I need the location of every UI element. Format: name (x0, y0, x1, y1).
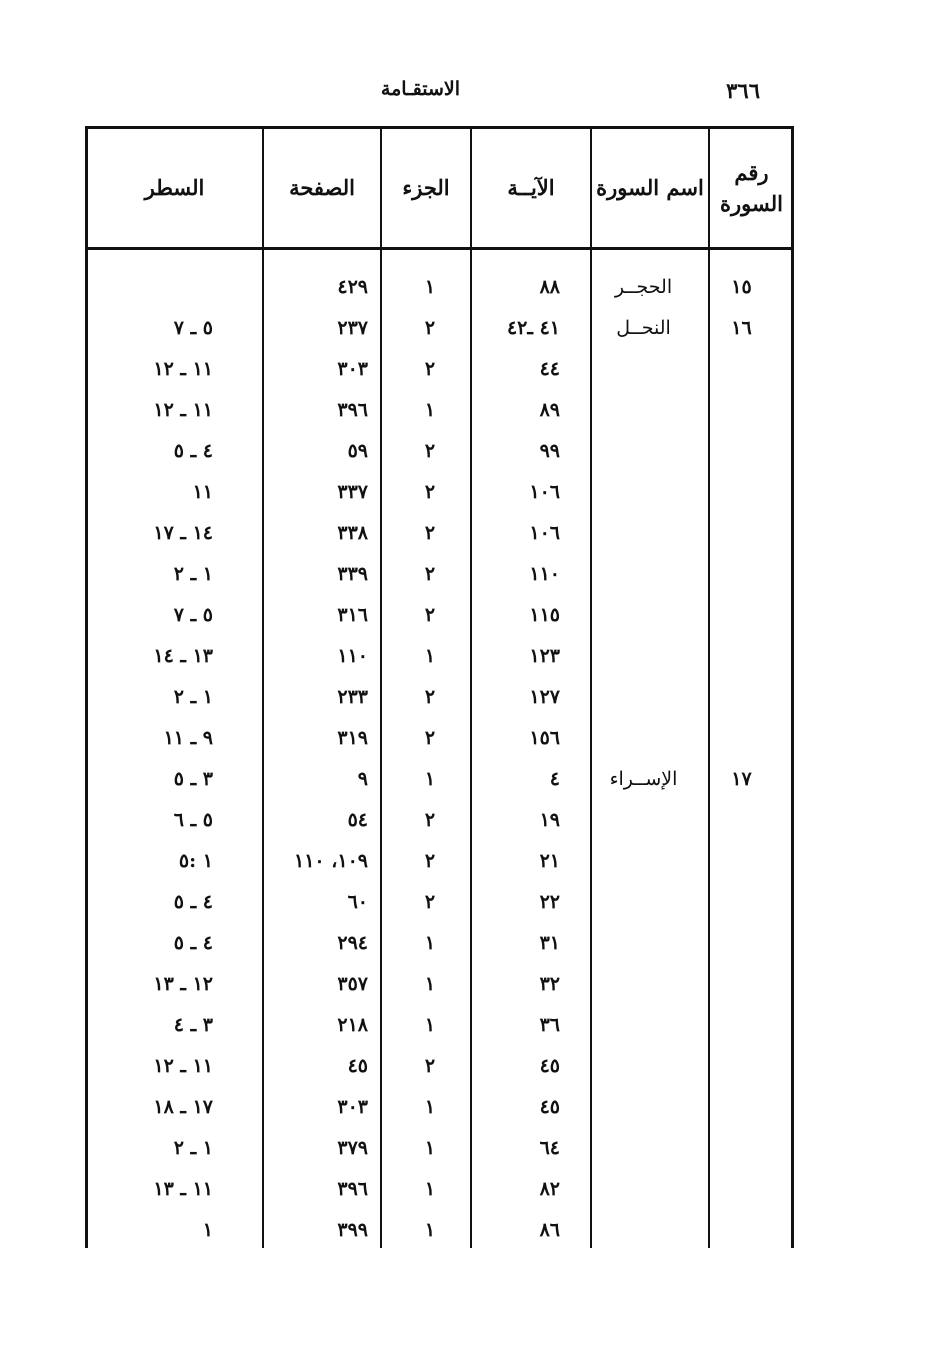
surah-number-cell (714, 964, 769, 1005)
table-row (88, 718, 791, 759)
table-row (88, 267, 791, 308)
juz-cell: ٢ (424, 317, 436, 339)
line-cell: ١٢ ـ ١٣ (153, 973, 213, 995)
surah-name-cell (596, 923, 691, 964)
juz-cell: ١ (424, 276, 436, 298)
table-row (88, 759, 791, 800)
ayah-cell: ١١٠ (529, 563, 560, 585)
surah-number-cell: ١٧ (731, 768, 752, 790)
ayah-cell: ٣١ (539, 932, 560, 954)
header-line: السطر (144, 175, 205, 201)
line-cell: ١ ـ ٢ (173, 686, 213, 708)
surah-name-cell (596, 636, 691, 677)
line-cell: ١١ (192, 481, 213, 503)
page-cell: ٢١٨ (337, 1014, 368, 1036)
header-surah-number: رقم السورة (720, 159, 783, 216)
surah-number-cell (714, 1046, 769, 1087)
surah-number-cell (714, 1128, 769, 1169)
ayah-cell: ٨٩ (539, 399, 560, 421)
surah-number-cell: ١٦ (731, 317, 752, 339)
surah-number-cell (714, 677, 769, 718)
page-cell: ٢٩٤ (337, 932, 368, 954)
line-cell: ٥ ـ ٧ (173, 317, 213, 339)
surah-number-cell (714, 390, 769, 431)
surah-name-cell: الإســراء (609, 768, 678, 790)
page-cell: ٣٠٣ (337, 358, 368, 380)
page-cell: ٣٩٦ (337, 1178, 368, 1200)
juz-cell: ٢ (424, 1055, 436, 1077)
ayah-cell: ١٢٧ (529, 686, 560, 708)
surah-number-cell (714, 1087, 769, 1128)
surah-name-cell (596, 431, 691, 472)
line-cell: ١ :٥ (178, 850, 213, 872)
header-surah-name: اسم السورة (596, 175, 704, 201)
page-cell: ٢٣٣ (337, 686, 368, 708)
header-juz: الجزء (402, 175, 450, 201)
juz-cell: ١ (424, 973, 436, 995)
juz-cell: ٢ (424, 604, 436, 626)
surah-name-cell (596, 472, 691, 513)
table-row (88, 1210, 791, 1251)
ayah-cell: ٢١ (539, 850, 560, 872)
page-cell: ٤٢٩ (337, 276, 368, 298)
surah-number-cell (714, 636, 769, 677)
page-cell: ٥٩ (347, 440, 368, 462)
table-row (88, 595, 791, 636)
juz-cell: ٢ (424, 440, 436, 462)
page-cell: ٣٣٧ (337, 481, 368, 503)
juz-cell: ١ (424, 1096, 436, 1118)
juz-cell: ٢ (424, 727, 436, 749)
surah-name-cell (596, 841, 691, 882)
juz-cell: ٢ (424, 563, 436, 585)
header-page: الصفحة (289, 175, 355, 201)
surah-name-cell (596, 1128, 691, 1169)
juz-cell: ١ (424, 1014, 436, 1036)
juz-cell: ١ (424, 1219, 436, 1241)
juz-cell: ١ (424, 1137, 436, 1159)
surah-name-cell: الحجــر (614, 276, 673, 298)
line-cell: ٣ ـ ٤ (173, 1014, 213, 1036)
page-cell: ٤٥ (347, 1055, 368, 1077)
surah-number-cell (714, 431, 769, 472)
line-cell: ٣ ـ ٥ (173, 768, 213, 790)
table-row (88, 636, 791, 677)
surah-name-cell (596, 718, 691, 759)
line-cell: ١١ ـ ١٢ (153, 399, 213, 421)
page-cell: ٣٥٧ (337, 973, 368, 995)
line-cell: ١١ ـ ١٢ (153, 358, 213, 380)
ayah-cell: ٣٢ (539, 973, 560, 995)
table-row (88, 431, 791, 472)
ayah-cell: ٢٢ (539, 891, 560, 913)
table-row (88, 1169, 791, 1210)
ayah-cell: ١٢٣ (529, 645, 560, 667)
surah-name-cell (596, 1169, 691, 1210)
header-ayah: الآيــة (507, 175, 555, 201)
page-cell: ٦٠ (347, 891, 368, 913)
ayah-cell: ٨٨ (539, 276, 560, 298)
page-cell: ٣٣٨ (337, 522, 368, 544)
ayah-cell: ٤ (549, 768, 560, 790)
surah-name-cell (596, 1210, 691, 1251)
surah-name-cell (596, 1087, 691, 1128)
ayah-cell: ١٠٦ (529, 522, 560, 544)
surah-number-cell (714, 554, 769, 595)
ayah-cell: ٨٢ (539, 1178, 560, 1200)
table-row (88, 308, 791, 349)
surah-name-cell: النحــل (616, 317, 671, 339)
page-cell: ٢٣٧ (337, 317, 368, 339)
page-cell: ٣٣٩ (337, 563, 368, 585)
juz-cell: ١ (424, 932, 436, 954)
table-row (88, 923, 791, 964)
surah-number-cell (714, 1169, 769, 1210)
juz-cell: ٢ (424, 358, 436, 380)
juz-cell: ٢ (424, 522, 436, 544)
ayah-cell: ١٩ (539, 809, 560, 831)
page-cell: ٣١٩ (337, 727, 368, 749)
table-row (88, 390, 791, 431)
line-cell: ١ (202, 1219, 213, 1241)
line-cell (108, 267, 213, 308)
surah-number-cell (714, 718, 769, 759)
surah-number-cell (714, 923, 769, 964)
surah-number-cell (714, 882, 769, 923)
page-cell: ٣١٦ (337, 604, 368, 626)
juz-cell: ٢ (424, 686, 436, 708)
surah-name-cell (596, 677, 691, 718)
table-row (88, 841, 791, 882)
surah-name-cell (596, 800, 691, 841)
ayah-cell: ١٥٦ (529, 727, 560, 749)
surah-name-cell (596, 554, 691, 595)
line-cell: ١ ـ ٢ (173, 563, 213, 585)
juz-cell: ٢ (424, 891, 436, 913)
line-cell: ١ ـ ٢ (173, 1137, 213, 1159)
line-cell: ١٤ ـ ١٧ (153, 522, 213, 544)
ayah-cell: ٨٦ (539, 1219, 560, 1241)
page-cell: ١٠٩، ١١٠ (294, 850, 368, 872)
line-cell: ١٣ ـ ١٤ (153, 645, 213, 667)
ayah-cell: ١١٥ (529, 604, 560, 626)
table-row (88, 677, 791, 718)
juz-cell: ١ (424, 768, 436, 790)
table-row (88, 1046, 791, 1087)
page-cell: ٣٩٩ (337, 1219, 368, 1241)
table-row (88, 800, 791, 841)
juz-cell: ١ (424, 399, 436, 421)
table-row (88, 513, 791, 554)
ayah-cell: ٣٦ (539, 1014, 560, 1036)
juz-cell: ١ (424, 645, 436, 667)
table-body (88, 267, 791, 1251)
line-cell: ٥ ـ ٦ (173, 809, 213, 831)
surah-name-cell (596, 513, 691, 554)
ayah-cell: ٩٩ (539, 440, 560, 462)
page-cell: ٩ (357, 768, 368, 790)
surah-number-cell: ١٥ (731, 276, 752, 298)
table-row (88, 882, 791, 923)
surah-name-cell (596, 595, 691, 636)
juz-cell: ٢ (424, 850, 436, 872)
surah-number-cell (714, 472, 769, 513)
book-title: الاستقـامة (380, 78, 460, 100)
table-row (88, 472, 791, 513)
surah-number-cell (714, 800, 769, 841)
page-number: ٣٦٦ (726, 78, 760, 103)
line-cell: ١١ ـ ١٣ (153, 1178, 213, 1200)
surah-number-cell (714, 1005, 769, 1046)
ayah-cell: ٤٤ (539, 358, 560, 380)
ayah-cell: ٤٥ (539, 1055, 560, 1077)
table-row (88, 1087, 791, 1128)
line-cell: ٥ ـ ٧ (173, 604, 213, 626)
ayah-cell: ٤٥ (539, 1096, 560, 1118)
surah-name-cell (596, 349, 691, 390)
surah-number-cell (714, 513, 769, 554)
ayah-cell: ٦٤ (539, 1137, 560, 1159)
surah-number-cell (714, 841, 769, 882)
surah-name-cell (596, 390, 691, 431)
table-row (88, 964, 791, 1005)
page-cell: ١١٠ (337, 645, 368, 667)
juz-cell: ٢ (424, 481, 436, 503)
line-cell: ٩ ـ ١١ (163, 727, 213, 749)
page-cell: ٣٠٣ (337, 1096, 368, 1118)
surah-number-cell (714, 595, 769, 636)
ayah-cell: ٤١ ـ٤٢ (506, 317, 560, 339)
surah-name-cell (596, 882, 691, 923)
surah-name-cell (596, 1046, 691, 1087)
juz-cell: ١ (424, 1178, 436, 1200)
surah-number-cell (714, 1210, 769, 1251)
index-table (85, 126, 794, 1248)
table-row (88, 1005, 791, 1046)
surah-name-cell (596, 964, 691, 1005)
line-cell: ٤ ـ ٥ (173, 440, 213, 462)
ayah-cell: ١٠٦ (529, 481, 560, 503)
line-cell: ٤ ـ ٥ (173, 891, 213, 913)
table-row (88, 1128, 791, 1169)
header-rule (88, 247, 791, 250)
running-head (80, 78, 780, 108)
line-cell: ٤ ـ ٥ (173, 932, 213, 954)
line-cell: ١٧ ـ ١٨ (153, 1096, 213, 1118)
surah-name-cell (596, 1005, 691, 1046)
surah-number-cell (714, 349, 769, 390)
page-cell: ٣٩٦ (337, 399, 368, 421)
page-cell: ٥٤ (347, 809, 368, 831)
juz-cell: ٢ (424, 809, 436, 831)
page-cell: ٣٧٩ (337, 1137, 368, 1159)
line-cell: ١١ ـ ١٢ (153, 1055, 213, 1077)
table-row (88, 349, 791, 390)
table-row (88, 554, 791, 595)
